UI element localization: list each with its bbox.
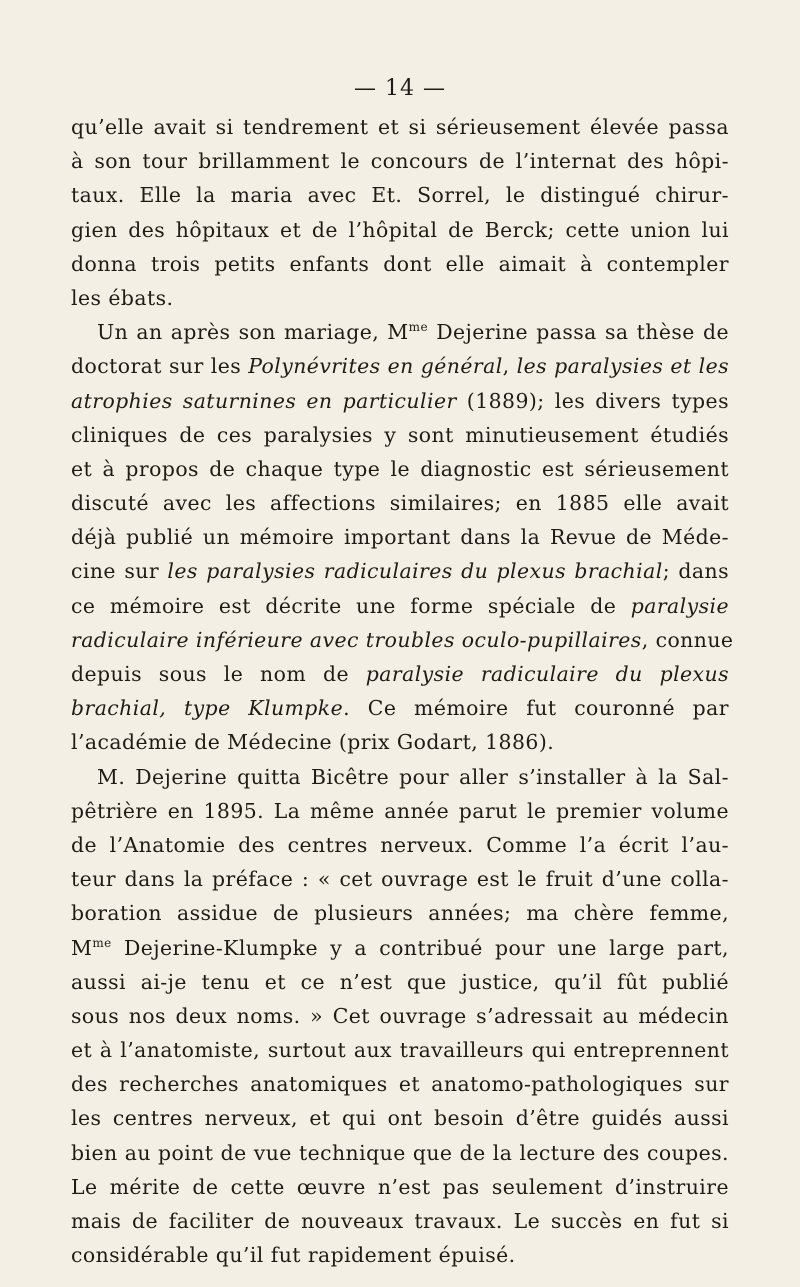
text-line	[71, 1136, 729, 1170]
page-number: — 14 —	[354, 76, 446, 101]
text-segment: discuté avec les affections similaires; en 1885 elle avait	[71, 491, 729, 516]
italic-text: atrophies saturnines en particulier	[71, 388, 457, 413]
italic-text: les paralysies et les	[516, 354, 730, 379]
text-line	[71, 999, 729, 1033]
text-segment: taux. Elle la maria avec Et. Sorrel, le distingué chirur-	[71, 183, 729, 208]
text-line	[71, 247, 729, 281]
text-segment: donna trois petits enfants dont elle aimait à contempler	[71, 251, 729, 276]
text-segment: et à l’anatomiste, surtout aux travailleurs qui entreprennent	[71, 1038, 729, 1063]
text-segment: mais de faciliter de nouveaux travaux. Le succès en fut si	[71, 1209, 729, 1233]
italic-text: paralysie radiculaire du plexus	[365, 662, 730, 686]
text-segment: . Ce mémoire fut couronné par	[343, 696, 729, 721]
text-line	[71, 1067, 729, 1101]
text-segment: bien au point de vue technique que de la lecture des coupes.	[71, 1140, 729, 1165]
text-line	[71, 760, 729, 794]
text-segment: considérable qu’il fut rapidement épuisé.	[71, 1243, 516, 1268]
text-line	[71, 1033, 729, 1067]
text-line	[71, 486, 729, 520]
text-segment: boration assidue de plusieurs années; ma chère femme,	[71, 901, 729, 926]
text-line	[71, 965, 729, 999]
text-line	[71, 657, 729, 691]
text-segment: cliniques de ces paralysies y sont minutieusement étudiés	[71, 422, 729, 447]
text-segment: ce mémoire est décrite une forme spéciale de	[71, 593, 631, 618]
text-line	[71, 452, 729, 486]
text-line	[71, 384, 729, 418]
text-segment: M. Dejerine quitta Bicêtre pour aller s’installer à la Sal-	[97, 764, 729, 789]
text-line	[71, 178, 729, 212]
superscript-text: me	[92, 935, 112, 950]
text-line	[71, 896, 729, 930]
text-segment: l’académie de Médecine (prix Godart, 1886).	[71, 730, 555, 755]
text-segment: doctorat sur les	[71, 354, 249, 379]
text-line	[71, 1238, 729, 1272]
italic-text: les paralysies radiculaires du plexus brachial	[167, 559, 663, 584]
text-segment: pêtrière en 1895. La même année parut le premier volume	[71, 798, 729, 823]
text-segment: Le mérite de cette œuvre n’est pas seulement d’instruire	[71, 1174, 729, 1199]
italic-text: radiculaire inférieure avec troubles oculo-pupillaires	[71, 627, 642, 652]
text-line	[71, 110, 729, 144]
italic-text: paralysie	[630, 593, 729, 618]
text-segment: gien des hôpitaux et de l’hôpital de Berck; cette union lui	[71, 217, 729, 242]
text-line	[71, 691, 729, 725]
text-line	[71, 931, 729, 965]
text-segment: , connue	[641, 627, 734, 652]
text-line	[71, 862, 729, 896]
text-segment: ; dans	[662, 559, 730, 584]
text-line	[71, 1170, 729, 1204]
text-line	[71, 418, 729, 452]
text-line	[71, 623, 734, 657]
text-line	[71, 589, 729, 623]
text-segment: (1889); les divers types	[456, 388, 729, 413]
text-segment: depuis sous le nom de	[71, 662, 366, 686]
text-segment: Dejerine passa sa thèse de	[428, 320, 729, 345]
text-segment: les centres nerveux, et qui ont besoin d’être guidés aussi	[71, 1106, 729, 1131]
text-line	[71, 828, 729, 862]
text-line	[71, 281, 729, 315]
text-segment: à son tour brillamment le concours de l’internat des hôpi-	[71, 149, 729, 174]
text-segment: sous nos deux noms. » Cet ouvrage s’adressait au médecin	[71, 1003, 729, 1028]
text-line	[71, 554, 729, 588]
text-segment: teur dans la préface : « cet ouvrage est le fruit d’une colla-	[71, 867, 729, 892]
text-segment: M	[71, 935, 93, 960]
text-segment: et à propos de chaque type le diagnostic est sérieusement	[71, 456, 729, 481]
body-text	[71, 110, 734, 1272]
text-line	[71, 794, 729, 828]
text-segment: des recherches anatomiques et anatomo-pathologiques sur	[71, 1072, 729, 1097]
text-segment: qu’elle avait si tendrement et si sérieusement élevée passa	[71, 115, 729, 139]
text-segment: les ébats.	[71, 285, 174, 310]
italic-text: brachial, type Klumpke	[71, 696, 344, 721]
text-segment: ,	[502, 354, 517, 379]
text-line	[71, 1204, 729, 1238]
italic-text: Polynévrites en général	[248, 354, 503, 379]
text-line	[71, 1101, 729, 1135]
text-segment: aussi ai-je tenu et ce n’est que justice, qu’il fût publié	[71, 969, 729, 994]
text-line	[71, 725, 729, 759]
text-segment: cine sur	[71, 559, 168, 584]
text-segment: Un an après son mariage, M	[97, 320, 409, 345]
text-segment: Dejerine-Klumpke y a contribué pour une large part,	[111, 935, 729, 960]
superscript-text: me	[408, 320, 429, 335]
text-line	[71, 520, 729, 554]
text-segment: déjà publié un mémoire important dans la Revue de Méde-	[71, 525, 729, 550]
text-segment: de l’Anatomie des centres nerveux. Comme l’a écrit l’au-	[71, 832, 729, 857]
text-line	[71, 213, 729, 247]
text-line	[71, 315, 729, 349]
text-line	[71, 144, 729, 178]
text-line	[71, 349, 729, 383]
